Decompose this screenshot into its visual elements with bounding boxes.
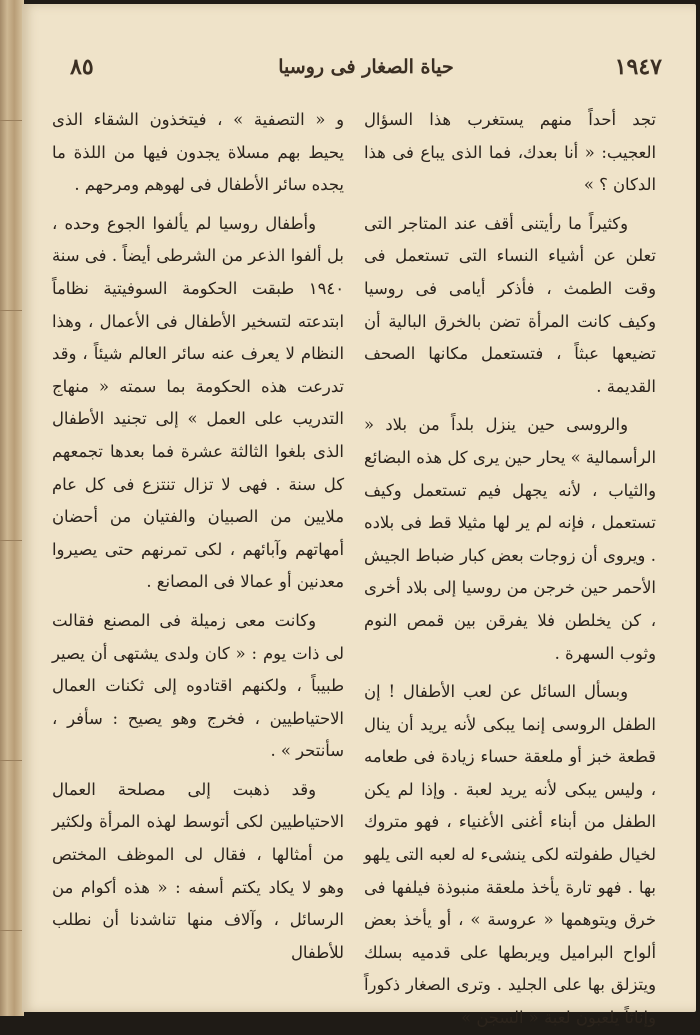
running-header (70, 54, 662, 90)
paragraph: وبسأل السائل عن لعب الأطفال ! إن الطفل الروسى إنما يبكى لأنه يريد أن ينال قطعة خبز أو ملعقة حساء زيادة فى طعامه ، وليس يبكى لأنه يريد لعبة . وإذا لم يكن الطفل من أبناء أغنى الأغنياء ، فهو متروك لخيال طفولته لكى ينشىء له لعبه التى يلهو بها . فهو تارة يأخذ ملعقة منبوذة فيلفها فى خرق ويتوهمها « عروسة » ، أو يأخذ بعض ألواح البراميل ويربطها على قدميه بسلك ويتزلق بها على الجليد . وترى الصغار ذكوراً وإناثاً يلعبون لعبة « السجن » (364, 682, 656, 1028)
page-number: ٨٥ (70, 54, 94, 80)
paragraph: والروسى حين ينزل بلداً من بلاد « الرأسمالية » يحار حين يرى كل هذه البضائع والثياب ، لأنه يجهل فيم تستعمل وكيف تستعمل ، فإنه لم ير لها مثيلا قط فى بلاده . ويروى أن زوجات بعض كبار ضباط الجيش الأحمر حين خرجن من روسيا إلى بلاد أخرى ، كن يخلطن فلا يفرقن بين قمص النوم وثوب السهرة . (364, 415, 656, 663)
text-column-right (364, 104, 656, 1035)
paragraph: وأطفال روسيا لم يألفوا الجوع وحده ، بل ألفوا الذعر من الشرطى أيضاً . فى سنة ١٩٤٠ طبقت الحكومة السوفيتية نظاماً ابتدعته لتسخير الأطفال فى الأعمال ، وهذا النظام لا يعرف عنه سائر العالم شيئاً ، وقد تدرعت هذه الحكومة بما سمته « منهاج التدريب على العمل » إلى تجنيد الأطفال الذى بلغوا الثالثة عشرة فما بعدها تجمعهم كل سنة . فهى لا تزال تنتزع فى كل عام ملايين من الصبيان والفتيان من أحضان أمهاتهم وآبائهم ، لكى تمرنهم حتى يصيروا معدنين أو عمالا فى المصانع . (52, 213, 344, 592)
paragraph: و « التصفية » ، فيتخذون الشقاء الذى يحيط بهم مسلاة يجدون فيها من اللذة ما يجده سائر الأطفال فى لهوهم ومرحهم . (52, 110, 344, 195)
header-year: ١٩٤٧ (614, 54, 662, 80)
book-spine (0, 0, 24, 1016)
paragraph: وكثيراً ما رأيتنى أقف عند المتاجر التى تعلن عن أشياء النساء التى تستعمل فى وقت الطمث ، فأذكر أيامى فى روسيا وكيف كانت المرأة تضن بالخرق البالية أن تضيعها عبثاً ، فتستعمل مكانها الصحف القديمة . (364, 213, 656, 396)
book-page (22, 4, 696, 1028)
header-title: حياة الصغار فى روسيا (278, 56, 454, 78)
paragraph: وكانت معى زميلة فى المصنع فقالت لى ذات يوم : « كان ولدى يشتهى أن يصير طبيباً ، ولكنهم اقتادوه إلى ثكنات العمال الاحتياطيين ، فخرج وهو يصيح : سأفر ، سأنتحر » . (52, 610, 344, 761)
paragraph: تجد أحداً منهم يستغرب هذا السؤال العجيب: « أنا بعدك، فما الذى يباع فى هذا الدكان ؟ » (364, 110, 656, 195)
text-column-left (52, 104, 344, 969)
paragraph: وقد ذهبت إلى مصلحة العمال الاحتياطيين لكى أتوسط لهذه المرأة ولكثير من أمثالها ، فقال لى الموظف المختص وهو لا يكاد يكتم أسفه : « هذه أكوام من الرسائل ، وآلاف منها تناشدنا أن نطلب للأطفال (52, 779, 344, 962)
